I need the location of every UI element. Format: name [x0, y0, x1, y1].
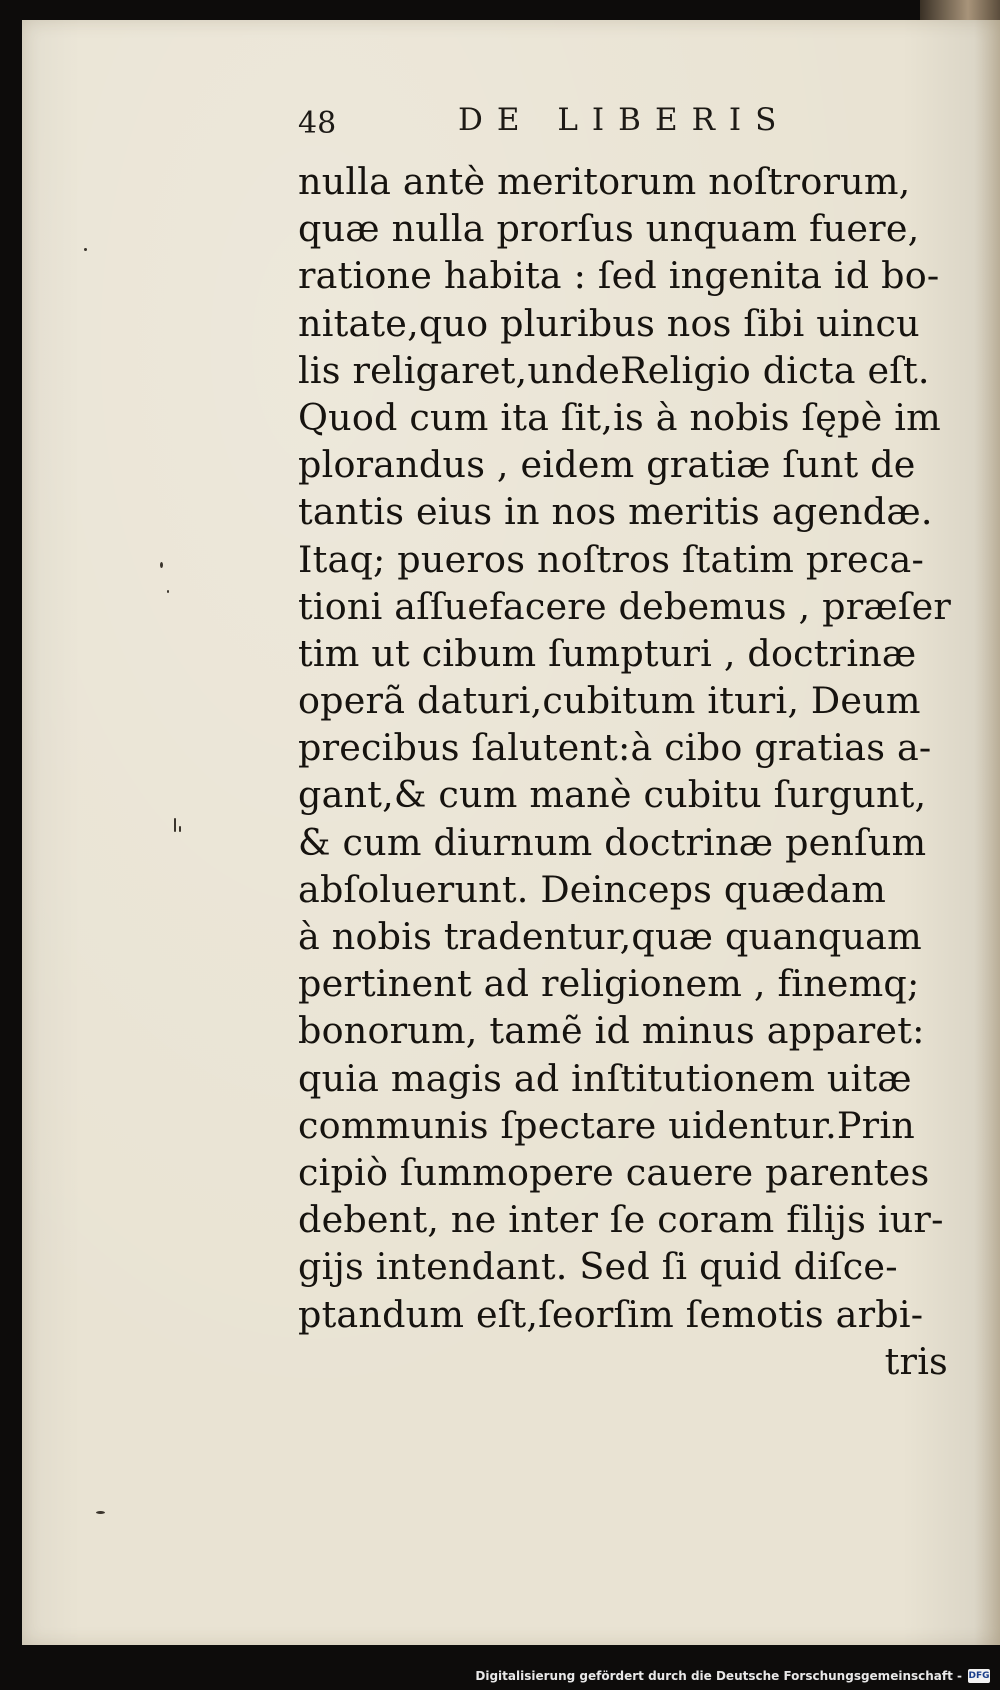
page-number: 48 [298, 106, 337, 141]
text-line: gant,& cum manè cubitu ſurgunt, [298, 773, 927, 817]
ink-speck [160, 562, 163, 568]
text-line: bonorum, tamẽ id minus apparet: [298, 1009, 925, 1053]
text-line: pertinent ad religionem , finemq; [298, 962, 920, 1006]
running-title: DE LIBERIS [458, 102, 791, 138]
book-edge-strip [920, 0, 1000, 22]
catchword: tris [884, 1339, 948, 1383]
text-line: tim ut cibum ſumpturi , doctrinæ [298, 631, 917, 675]
text-line: cipiò ſummopere cauere parentes [298, 1150, 930, 1194]
text-line: precibus ſalutent:à cibo gratias a- [298, 726, 932, 770]
text-line: Quod cum ita ſit,is à nobis ſępè im [298, 395, 941, 439]
text-line: nulla antè meritorum noſtrorum, [298, 160, 911, 203]
text-line: quæ nulla prorſus unquam fuere, [298, 207, 920, 251]
ink-speck [167, 590, 169, 593]
text-line: tantis eius in nos meritis agendæ. [298, 490, 933, 534]
text-line: à nobis tradentur,quæ quanquam [298, 915, 922, 958]
text-line: operã daturi,cubitum ituri, Deum [298, 679, 921, 723]
dfg-logo: DFG [968, 1671, 990, 1681]
ink-speck [174, 818, 176, 832]
text-line: ptandum eſt,ſeorſim ſemotis arbi- [298, 1292, 924, 1336]
text-line: nitate,quo pluribus nos ſibi uincu [298, 301, 920, 345]
text-line: ratione habita : ſed ingenita id bo- [298, 254, 940, 298]
text-line: debent, ne inter ſe coram filijs iur- [298, 1198, 944, 1242]
ink-speck [96, 1511, 105, 1514]
page-header [298, 102, 988, 148]
text-line: tioni aſſuefacere debemus , præſer [298, 584, 952, 628]
text-line: quia magis ad inſtitutionem uitæ [298, 1056, 912, 1100]
text-line: abſoluerunt. Deinceps quædam [298, 867, 887, 911]
credit-text: Digitalisierung gefördert durch die Deutsche Forschungsgemeinschaft - [475, 1669, 962, 1683]
ink-speck [179, 826, 181, 832]
digitization-credit [475, 1666, 990, 1686]
text-line: plorandus , eidem gratiæ ſunt de [298, 443, 916, 487]
text-line: gijs intendant. Sed ſi quid diſce- [298, 1245, 898, 1289]
page-edge-shadow [974, 20, 1000, 1645]
ink-speck [84, 248, 87, 251]
text-line: lis religaret,undeReligio dicta eſt. [298, 348, 930, 392]
text-line: Itaq; pueros noſtros ſtatim preca- [298, 537, 924, 581]
text-line: & cum diurnum doctrinæ penſum [298, 820, 927, 864]
body-text [298, 158, 958, 1385]
text-line: communis ſpectare uidentur.Prin [298, 1103, 915, 1147]
